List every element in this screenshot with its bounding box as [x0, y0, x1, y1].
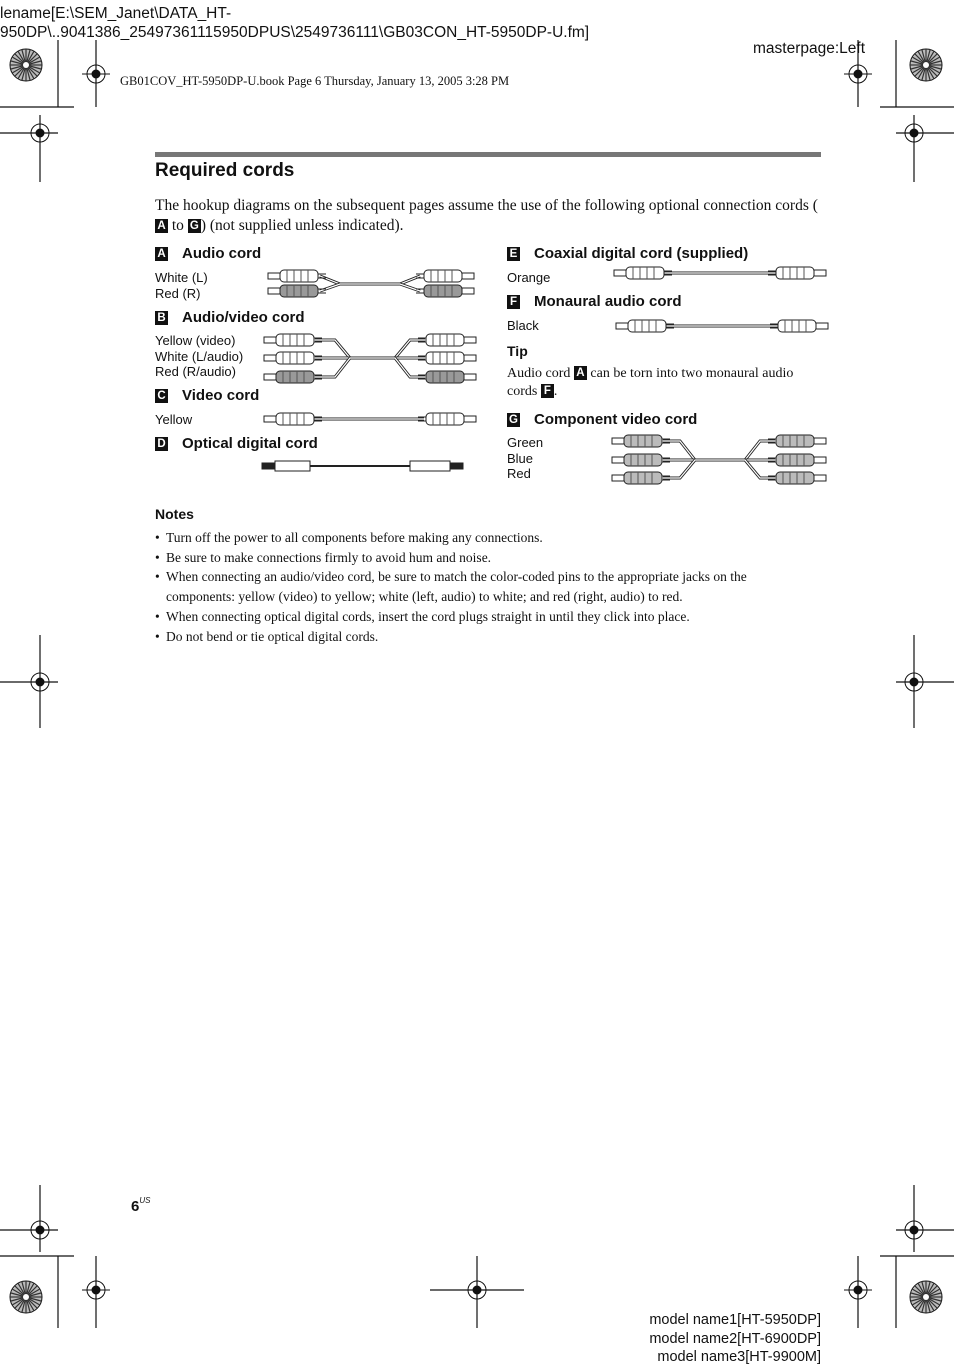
tip-text-part: . — [553, 384, 558, 399]
page-number — [131, 1196, 150, 1215]
rca-plug — [416, 285, 474, 297]
note-item: • When connecting optical digital cords, insert the cord plugs straight in until they click into place. — [155, 607, 815, 627]
rca-plug — [418, 371, 476, 383]
rca-plug — [612, 435, 670, 447]
audio-cord-wire — [320, 284, 420, 291]
cord-d-title: Optical digital cord — [182, 435, 318, 452]
registration-mark — [900, 668, 928, 696]
cord-f-label: Black — [507, 318, 539, 333]
section-title: Required cords — [155, 160, 295, 181]
rca-plug — [616, 320, 674, 332]
registration-mark — [82, 1276, 110, 1304]
cord-ref-badge: A — [155, 219, 168, 233]
cord-e-badge: E — [507, 247, 520, 261]
header-filename: lename[E:\SEM_Janet\DATA_HT- 950DP\..9041386_25497361115950DPUS\2549736111\GB03CON_HT-5950DP-U.fm] — [0, 5, 590, 41]
model-name-1: model name1[HT-5950DP] — [649, 1312, 821, 1328]
cord-ref-badge: A — [574, 366, 587, 380]
model-name-2: model name2[HT-6900DP] — [649, 1331, 821, 1347]
rca-plug — [268, 285, 326, 297]
rca-plug — [768, 454, 826, 466]
rca-plug — [418, 334, 476, 346]
cord-c-badge: C — [155, 389, 168, 403]
registration-mark — [26, 668, 54, 696]
cord-e-title: Coaxial digital cord (supplied) — [534, 245, 749, 262]
note-item: • Do not bend or tie optical digital cords. — [155, 627, 815, 647]
optical-cord — [262, 461, 463, 471]
rca-plug — [612, 454, 670, 466]
notes-heading: Notes — [155, 506, 194, 522]
cord-a-title: Audio cord — [182, 245, 262, 262]
page-number-value: 6 — [131, 1198, 140, 1215]
cord-b-title: Audio/video cord — [182, 309, 305, 326]
note-item: • When connecting an audio/video cord, be sure to match the color-coded pins to the appropriate jacks on the components: yellow (video) to yellow; white (left, audio) to white; and red (right, audio) to red. — [155, 567, 815, 606]
rca-plug — [264, 352, 322, 364]
registration-mark — [900, 1216, 928, 1244]
cord-f-badge: F — [507, 295, 520, 309]
tip-text-part: can be torn into two monaural audio cords — [507, 366, 794, 399]
cord-ref-badge: G — [188, 219, 201, 233]
cord-g-label: Red — [507, 466, 531, 481]
rca-plug — [418, 413, 476, 425]
cord-a-label: White (L) — [155, 270, 208, 285]
cord-b-label: Yellow (video) — [155, 333, 236, 348]
registration-mark — [844, 1276, 872, 1304]
cord-c-title: Video cord — [182, 387, 260, 404]
registration-mark — [26, 1216, 54, 1244]
header-masterpage: masterpage:Left — [753, 40, 866, 57]
intro-to: to — [168, 217, 188, 234]
rca-plug — [768, 267, 826, 279]
note-item: • Be sure to make connections firmly to avoid hum and noise. — [155, 548, 815, 568]
header-book-info: GB01COV_HT-5950DP-U.book Page 6 Thursday, January 13, 2005 3:28 PM — [120, 74, 510, 88]
cord-a-label: Red (R) — [155, 285, 201, 301]
rca-plug — [768, 435, 826, 447]
notes-list — [155, 528, 815, 646]
rca-plug — [614, 267, 672, 279]
color-target-mark — [910, 1281, 942, 1313]
cord-c-label: Yellow — [155, 412, 193, 427]
cord-g-label: Blue — [507, 450, 534, 466]
cord-ref-badge: F — [541, 384, 554, 398]
model-name-3: model name3[HT-9900M] — [657, 1349, 821, 1365]
rca-plug — [768, 472, 826, 484]
rca-plug — [264, 413, 322, 425]
cord-illustrations — [0, 0, 954, 500]
cord-f-title: Monaural audio cord — [534, 293, 682, 310]
intro-text-end: ) (not supplied unless indicated). — [200, 217, 404, 234]
registration-mark — [463, 1276, 491, 1304]
cord-g-badge: G — [507, 413, 520, 427]
rca-plug — [416, 270, 474, 282]
rca-plug — [264, 334, 322, 346]
rca-plug — [418, 352, 476, 364]
cord-g-title: Component video cord — [534, 411, 698, 428]
note-item: • Turn off the power to all components before making any connections. — [155, 528, 815, 548]
tip-text-part: Audio cord — [507, 366, 574, 381]
rca-plug — [268, 270, 326, 282]
cord-e-label: Orange — [507, 270, 551, 285]
cord-d-badge: D — [155, 437, 168, 451]
intro-text: The hookup diagrams on the subsequent pages assume the use of the following optional connection cords ( — [155, 197, 818, 214]
cord-a-badge: A — [155, 247, 168, 261]
page-number-suffix: US — [139, 1196, 151, 1205]
cord-g-label: Green — [507, 435, 544, 450]
tip-heading: Tip — [507, 343, 528, 359]
rca-plug — [264, 371, 322, 383]
color-target-mark — [10, 1281, 42, 1313]
rca-plug — [612, 472, 670, 484]
rca-plug — [770, 320, 828, 332]
cord-b-badge: B — [155, 311, 168, 325]
cord-b-label: White (L/audio) — [155, 348, 244, 364]
cord-b-label: Red (R/audio) — [155, 364, 236, 379]
